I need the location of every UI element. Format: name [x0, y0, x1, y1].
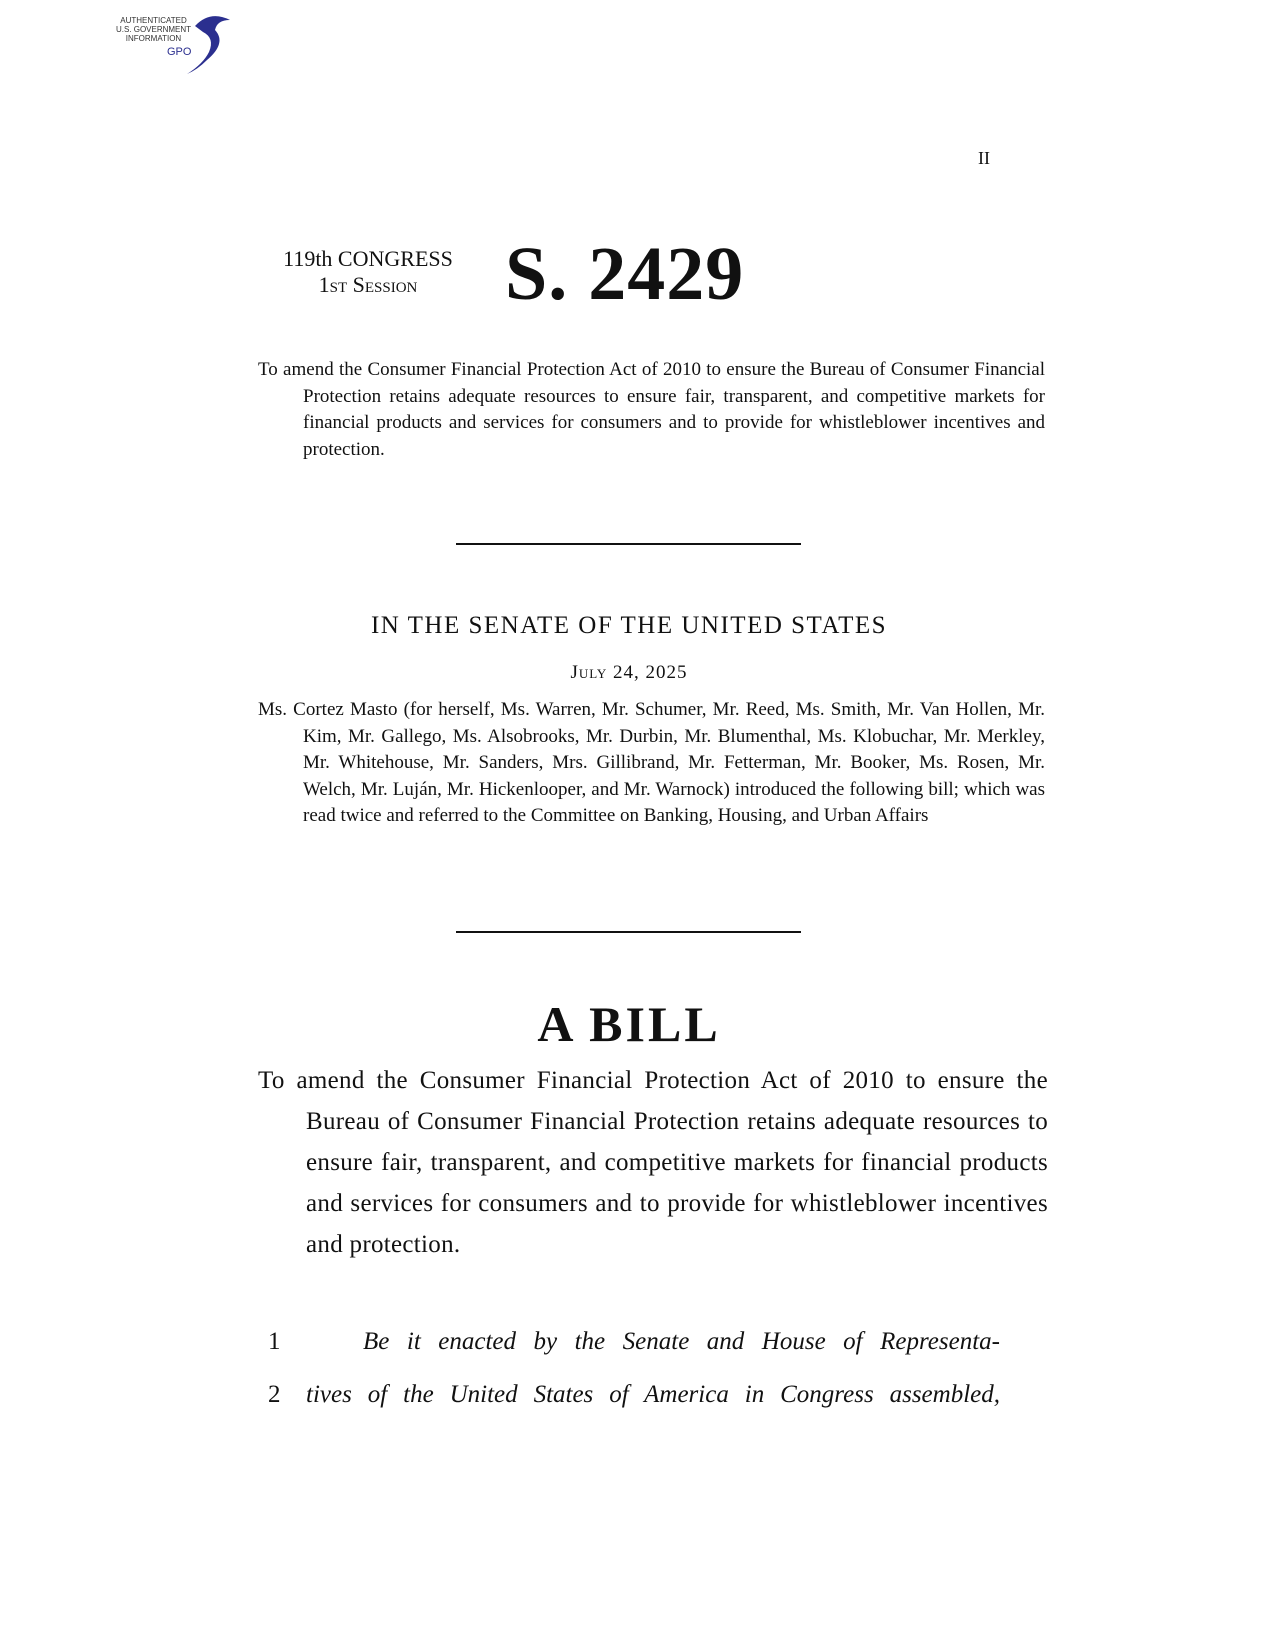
- logo-line: U.S. GOVERNMENT: [115, 25, 192, 34]
- gpo-label: GPO: [167, 46, 192, 58]
- line-text: tives of the United States of America in Congress assembled,: [306, 1381, 1000, 1408]
- session: 1st Session: [318, 272, 418, 297]
- eagle-icon: [185, 8, 235, 78]
- gpo-authentication-logo: [100, 8, 240, 78]
- congress-number: 119th CONGRESS: [283, 246, 453, 271]
- sponsors-paragraph: Ms. Cortez Masto (for herself, Ms. Warren, Mr. Schumer, Mr. Reed, Ms. Smith, Mr. Van Hollen, Mr. Kim, Mr. Gallego, Ms. Alsobrooks, Mr. Durbin, Mr. Blumenthal, Ms. Klobuchar, Mr. Merkley, Mr. Whitehouse, Mr. Sanders, Mrs. Gillibrand, Mr. Fetterman, Mr. Booker, Ms. Rosen, Mr. Welch, Mr. Luján, Mr. Hickenlooper, and Mr. Warnock) introduced the following bill; which was read twice and referred to the Committee on Banking, Housing, and Urban Affairs: [258, 699, 1045, 826]
- page-mark: II: [978, 148, 990, 168]
- line-number: 1: [268, 1328, 281, 1355]
- introduced-date: July 24, 2025: [570, 662, 688, 683]
- bill-summary: To amend the Consumer Financial Protection Act of 2010 to ensure the Bureau of Consumer Financial Protection retains adequate resources to ensure fair, transparent, and competitive markets for financial products and services for consumers and to provide for whistleblower incentives and protection.: [258, 359, 1045, 460]
- congress-session: [258, 246, 478, 298]
- logo-line: INFORMATION: [125, 34, 182, 43]
- bill-title: To amend the Consumer Financial Protection Act of 2010 to ensure the Bureau of Consumer Financial Protection retains adequate resources to ensure fair, transparent, and competitive markets for financial products and services for consumers and to provide for whistleblower incentives and protection.: [258, 1067, 1048, 1258]
- divider: [456, 931, 801, 933]
- bill-heading: A BILL: [537, 996, 721, 1052]
- logo-line: AUTHENTICATED: [120, 16, 187, 25]
- chamber-heading: IN THE SENATE OF THE UNITED STATES: [370, 612, 888, 639]
- line-number: 2: [268, 1381, 281, 1408]
- bill-number: S. 2429: [505, 232, 745, 316]
- divider: [456, 543, 801, 545]
- line-text: Be it enacted by the Senate and House of Representa-: [363, 1328, 1000, 1355]
